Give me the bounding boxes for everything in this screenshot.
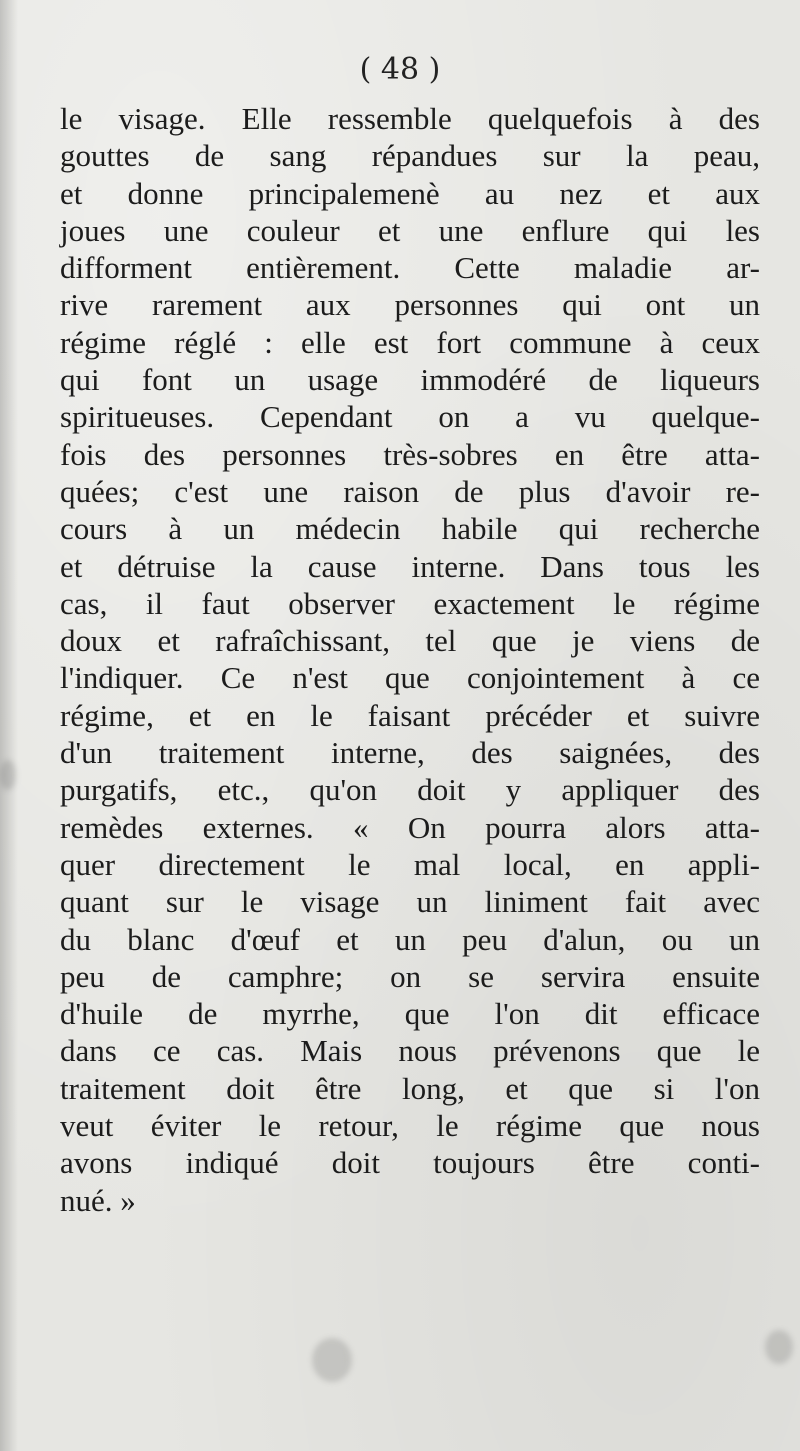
text-line: quées; c'est une raison de plus d'avoir re-	[60, 473, 760, 509]
text-line: avons indiqué doit toujours être conti-	[60, 1145, 760, 1181]
text-line: d'un traitement interne, des saignées, des	[60, 735, 760, 771]
text-line: régime réglé : elle est fort commune à ceux	[60, 324, 760, 360]
text-line: du blanc d'œuf et un peu d'alun, ou un	[60, 921, 760, 957]
text-line: quer directement le mal local, en appli-	[60, 846, 760, 882]
text-line: traitement doit être long, et que si l'on	[60, 1070, 760, 1106]
text-line: peu de camphre; on se servira ensuite	[60, 958, 760, 994]
text-line: remèdes externes. « On pourra alors atta-	[60, 809, 760, 845]
paper-stain	[312, 1338, 352, 1382]
text-line: le visage. Elle ressemble quelquefois à des	[60, 101, 760, 136]
body-text	[60, 100, 760, 1219]
text-line: purgatifs, etc., qu'on doit y appliquer des	[60, 772, 760, 808]
text-line: cours à un médecin habile qui recherche	[60, 511, 760, 547]
text-line: joues une couleur et une enflure qui les	[60, 212, 760, 248]
text-line: veut éviter le retour, le régime que nous	[60, 1108, 760, 1144]
page-edge-shadow	[0, 0, 18, 1451]
text-line: doux et rafraîchissant, tel que je viens de	[60, 623, 760, 659]
paper-stain	[765, 1330, 793, 1364]
text-line: l'indiquer. Ce n'est que conjointement à ce	[60, 660, 760, 696]
text-line: nué. »	[60, 1182, 136, 1218]
text-line: et donne principalemenè au nez et aux	[60, 175, 760, 211]
page-number: ( 48 )	[359, 52, 441, 87]
text-line: rive rarement aux personnes qui ont un	[60, 287, 760, 323]
paper-stain	[0, 760, 16, 790]
text-line: spiritueuses. Cependant on a vu quelque-	[60, 399, 760, 435]
text-line: et détruise la cause interne. Dans tous les	[60, 548, 760, 584]
text-line: quant sur le visage un liniment fait avec	[60, 884, 760, 920]
text-line: difforment entièrement. Cette maladie ar-	[60, 250, 760, 286]
text-line: d'huile de myrrhe, que l'on dit efficace	[60, 996, 760, 1032]
text-line: cas, il faut observer exactement le régime	[60, 585, 760, 621]
text-line: qui font un usage immodéré de liqueurs	[60, 362, 760, 398]
text-line: gouttes de sang répandues sur la peau,	[60, 138, 760, 174]
text-line: régime, et en le faisant précéder et suivre	[60, 697, 760, 733]
text-line: fois des personnes très-sobres en être atta-	[60, 436, 760, 472]
text-line: dans ce cas. Mais nous prévenons que le	[60, 1033, 760, 1069]
